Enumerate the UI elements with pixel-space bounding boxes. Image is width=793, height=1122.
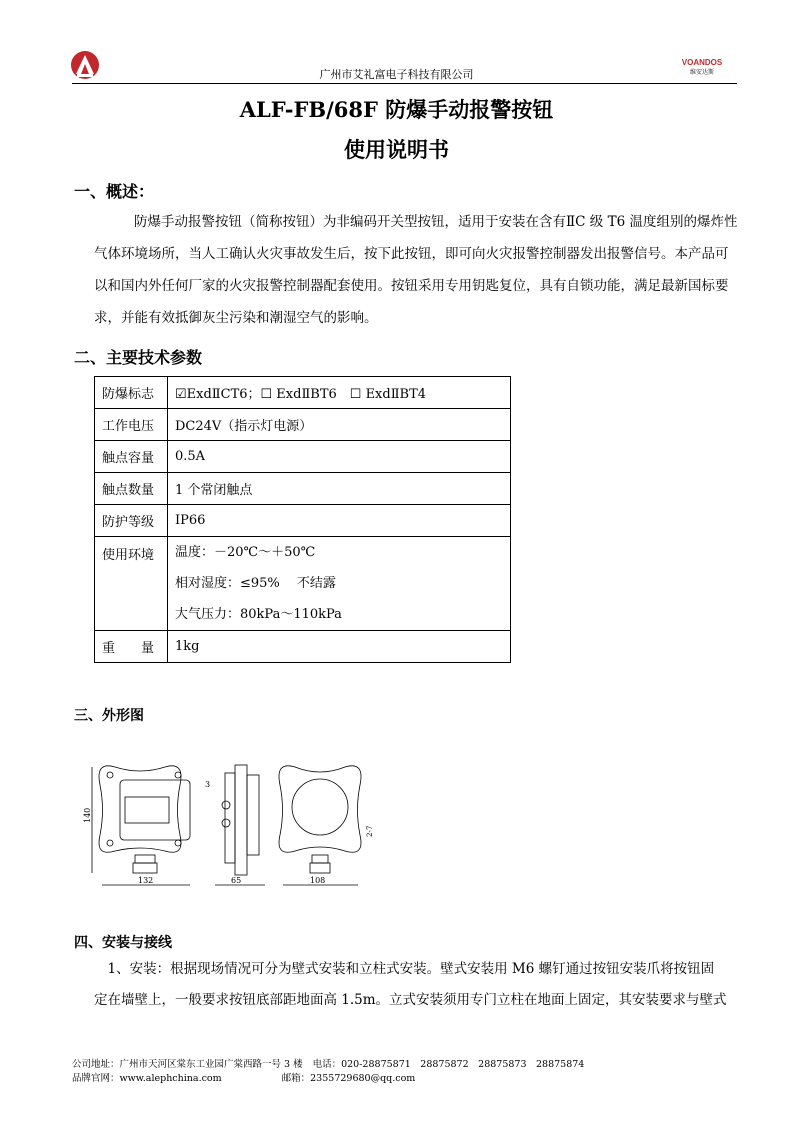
install-paragraph: 1、安装：根据现场情况可分为壁式安装和立柱式安装。壁式安装用 M6 螺钉通过按钮安装爪将按钮固 定在墙壁上，一般要求按钮底部距地面高 1.5m。立式安装须用专门立柱在地面上固定，其安装要求与壁式 — [94, 961, 727, 1008]
dim-offset: 3 — [205, 780, 211, 789]
dim-hole: 2-7 — [366, 825, 374, 837]
footer-email: 邮箱：2355729680@qq.com — [281, 1073, 416, 1084]
front-view — [92, 766, 190, 885]
header-divider — [72, 83, 737, 84]
section-specs-heading: 二、主要技术参数 — [74, 348, 203, 367]
footer-website: 品牌官网：www.alephchina.com — [72, 1073, 222, 1084]
table-row: 工作电压 DC24V（指示灯电源） — [95, 409, 511, 441]
document-subtitle: 使用说明书 — [344, 137, 449, 162]
table-row: 触点数量 1 个常闭触点 — [95, 473, 511, 505]
table-row: 重 量 1kg — [95, 631, 511, 663]
section-drawing-heading: 三、外形图 — [74, 708, 144, 724]
footer — [72, 1058, 594, 1086]
outline-drawing — [80, 755, 380, 890]
section-overview-heading: 一、概述： — [74, 182, 155, 201]
dim-height: 140 — [83, 807, 92, 823]
dim-back-width: 108 — [310, 876, 326, 885]
brand-logo: VOANDOS 维安达斯 — [681, 58, 723, 76]
footer-address: 公司地址：广州市天河区棠东工业园广棠西路一号 3 楼 — [72, 1059, 303, 1070]
section-install-heading: 四、安装与接线 — [74, 935, 172, 951]
table-row: 防护等级 IP66 — [95, 505, 511, 537]
back-view — [279, 766, 361, 885]
overview-paragraph: 防爆手动报警按钮（简称按钮）为非编码开关型按钮，适用于安装在含有ⅡC 级 T6 温度组别的爆炸性 气体环境场所，当人工确认火灾事故发生后，按下此按钮，即可向火灾报警控制器发出报警信号。本产品可 以和国内外任何厂家的火灾报警控制器配套使用。按钮采用专用钥匙复位，具有自锁功能，满足最新国标要 求，并能有效抵御灰尘污染和潮湿空气的影响。 — [94, 214, 738, 326]
dim-side-width: 65 — [231, 876, 242, 885]
footer-phone: 电话：020-28875871 28875872 28875873 28875874 — [312, 1059, 585, 1070]
side-view — [215, 765, 265, 885]
table-row: 触点容量 0.5A — [95, 441, 511, 473]
dim-front-width: 132 — [138, 876, 154, 885]
company-name: 广州市艾礼富电子科技有限公司 — [319, 68, 474, 81]
specs-table — [94, 376, 511, 663]
table-row: 使用环境 温度：－20℃～＋50℃ 相对湿度：≤95% 不结露 大气压力：80kPa～110kPa — [95, 537, 511, 631]
document-title: ALF-FB/68F 防爆手动报警按钮 — [239, 97, 554, 122]
table-row: 防爆标志 ☑ExdⅡCT6；☐ ExdⅡBT6 ☐ ExdⅡBT4 — [95, 377, 511, 409]
